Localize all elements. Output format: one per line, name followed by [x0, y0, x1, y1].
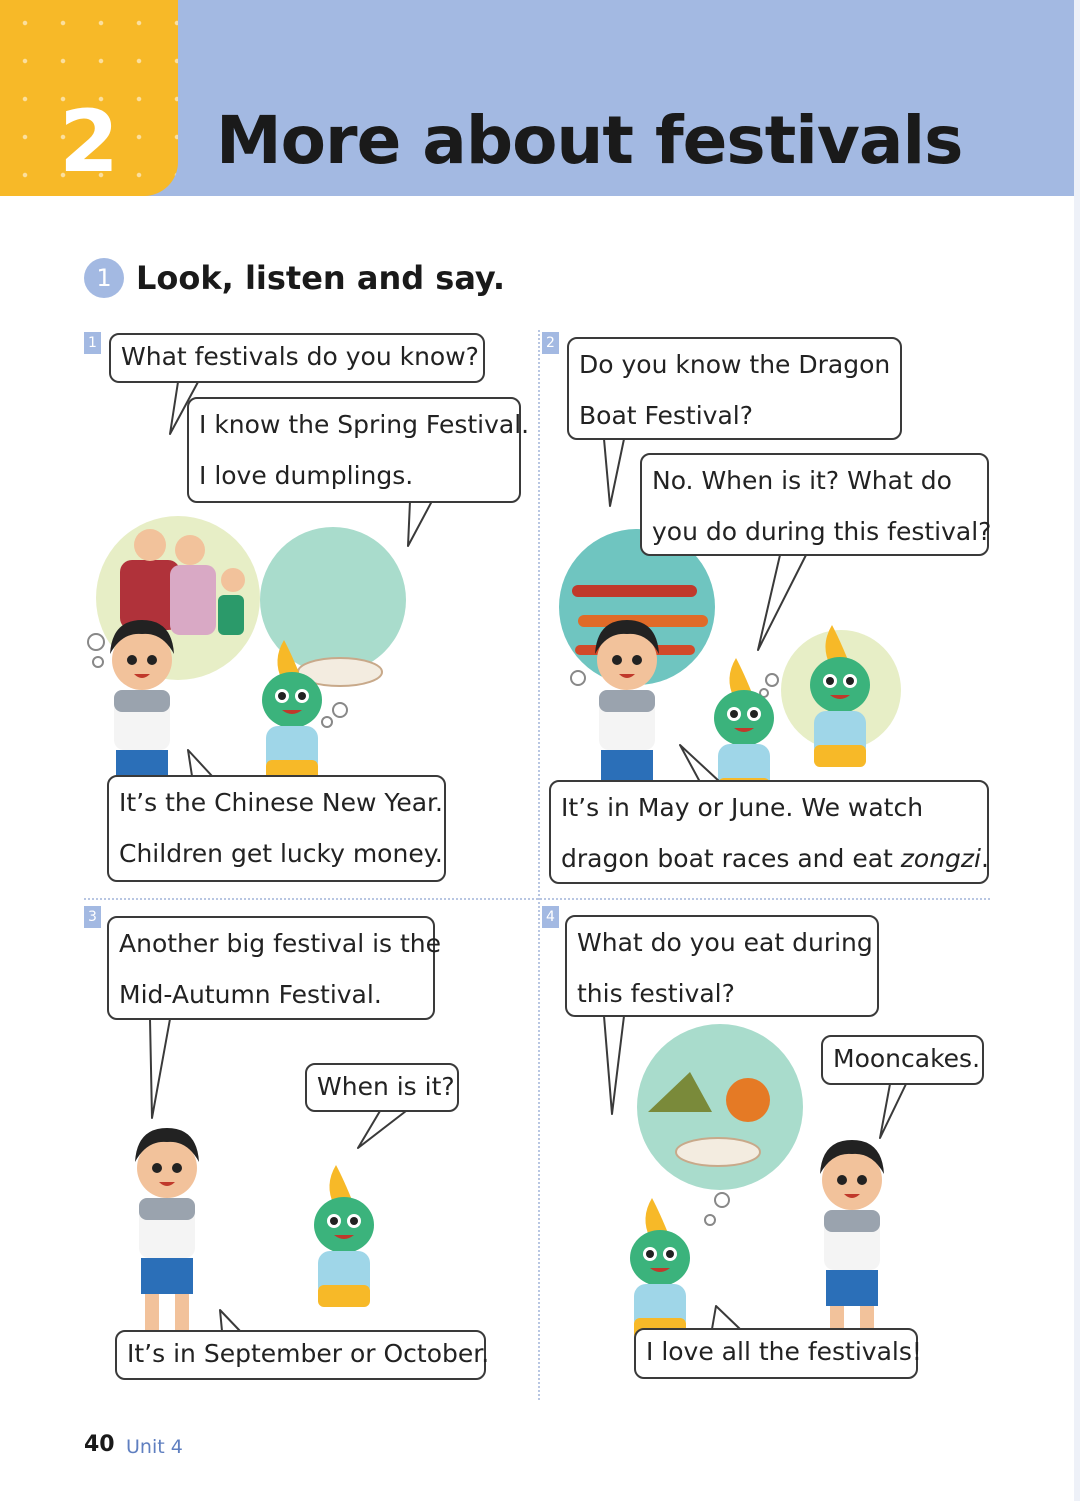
speech-bubble	[567, 337, 902, 440]
speech-bubble	[109, 333, 485, 383]
speech-bubble	[305, 1063, 459, 1112]
panel-number-2: 2	[542, 332, 559, 354]
bubble-line: When is it?	[317, 1072, 455, 1101]
bubble-line: Boat Festival?	[579, 401, 754, 430]
speech-bubble	[107, 775, 446, 882]
activity-title: Look, listen and say.	[136, 259, 505, 297]
unit-number: 2	[59, 92, 119, 192]
speech-bubble	[115, 1330, 490, 1380]
bubble-line	[561, 833, 989, 884]
bubble-line: What do you eat during	[577, 928, 873, 957]
bubble-line: It’s in May or June. We watch	[561, 793, 924, 822]
speech-bubble	[821, 1035, 984, 1085]
bubble-line: No. When is it? What do	[652, 466, 952, 495]
bubble-line: It’s the Chinese New Year.	[119, 788, 443, 817]
bubble-line: Mid-Autumn Festival.	[119, 980, 382, 1009]
panel-number-3: 3	[84, 906, 101, 928]
bubble-line: Children get lucky money.	[119, 839, 443, 868]
page-number: 40	[84, 1432, 115, 1457]
panel-number-1: 1	[84, 332, 101, 354]
bubble-line: What festivals do you know?	[121, 342, 479, 371]
speech-bubble	[107, 916, 442, 1020]
bubble-line: you do during this festival?	[652, 517, 992, 546]
speech-bubble	[549, 780, 989, 884]
bubble-line: I love all the festivals!	[646, 1337, 922, 1366]
bubble-text-end: .	[981, 844, 989, 873]
activity-number-badge: 1	[84, 258, 124, 298]
bubble-line: Another big festival is the	[119, 929, 442, 958]
bubble-text: dragon boat races and eat	[561, 844, 901, 873]
speech-bubble	[565, 915, 879, 1017]
bubble-line: I know the Spring Festival.	[199, 410, 530, 439]
bubble-line: Do you know the Dragon	[579, 350, 891, 379]
speech-bubble	[634, 1328, 922, 1379]
bubble-emphasis: zongzi	[900, 844, 981, 873]
unit-label: Unit 4	[126, 1436, 183, 1458]
speech-bubble	[187, 397, 530, 503]
bubble-line: Mooncakes.	[833, 1044, 981, 1073]
panel-number-4: 4	[542, 906, 559, 928]
speech-bubble	[640, 453, 992, 556]
bubble-line: this festival?	[577, 979, 735, 1008]
bubble-line: It’s in September or October.	[127, 1339, 490, 1368]
bubble-line: I love dumplings.	[199, 461, 414, 490]
lesson-title: More about festivals	[216, 102, 963, 179]
